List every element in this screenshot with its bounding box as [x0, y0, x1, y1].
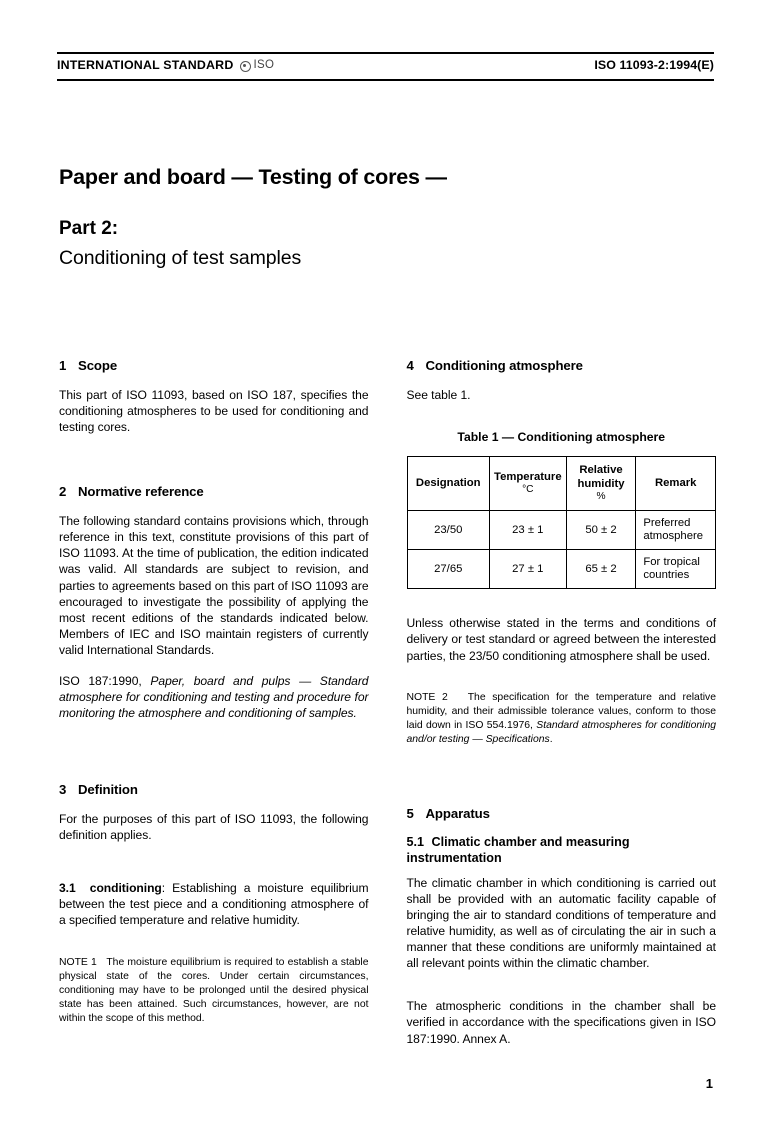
cell-remark: For tropical countries: [636, 550, 716, 589]
standard-type-label: INTERNATIONAL STANDARD: [57, 58, 234, 72]
section-heading-definition: [59, 782, 369, 797]
spacer: [59, 736, 369, 782]
definition-intro-paragraph: For the purposes of this part of ISO 11093, the following definition applies.: [59, 812, 369, 843]
column-header-designation: [407, 457, 490, 511]
note-2-text-first: The specification for the temperature and relative humidity, and their admissible tolerance values, conform to those laid down in ISO 554.1976,: [406, 691, 716, 731]
document-subtitle: Conditioning of test samples: [59, 247, 302, 269]
subsection-number-5-1: 5.1: [406, 835, 425, 850]
column-header-remark-label: Remark: [654, 476, 697, 489]
normative-reference-citation: [59, 673, 369, 721]
subsection-title-5-1: Climatic chamber and measuring instrumentation: [406, 835, 630, 865]
page-number: 1: [705, 1076, 713, 1091]
column-header-designation-label: Designation: [415, 476, 481, 489]
definition-term: conditioning: [89, 881, 162, 896]
climatic-chamber-paragraph-2: The atmospheric conditions in the chamber shall be verified in accordance with the specifications given in ISO 187:1990. Annex A.: [406, 999, 716, 1046]
spacer: [59, 450, 369, 484]
document-part-label: Part 2:: [59, 218, 119, 239]
section-number-5: 5: [406, 806, 414, 822]
cell-temperature: 27 ± 1: [490, 550, 567, 589]
column-header-remark: [636, 457, 716, 511]
column-header-temperature: [490, 457, 567, 511]
document-main-title: Paper and board — Testing of cores —: [59, 165, 447, 189]
section-heading-normative-reference: [59, 484, 369, 499]
iso-registered-circle-icon: [240, 61, 251, 72]
table-row: [407, 511, 716, 550]
table-header: [407, 457, 716, 511]
spacer: [59, 944, 369, 956]
column-header-relative-humidity-label: Relative humidity: [577, 464, 625, 490]
definition-number: 3.1: [59, 881, 76, 896]
spacer: [407, 986, 717, 998]
cell-temperature: 23 ± 1: [490, 511, 567, 550]
section-title-5: Apparatus: [425, 806, 490, 822]
note-2-label: NOTE 2: [406, 691, 448, 703]
section-heading-apparatus: [407, 806, 717, 821]
table-body: [407, 511, 716, 589]
section-number-2: 2: [59, 484, 67, 500]
section-title-2: Normative reference: [78, 484, 204, 500]
note-1-text: The moisture equilibrium is required to establish a stable physical state of the cores. Under certain circumstances, conditioning may have to be prolonged until the desired physical state has been attained. Such circumstances, however, are not within the scope of this method.: [59, 956, 369, 1025]
note-2-title-italic: Standard atmospheres for conditioning and/or testing — Specifications: [406, 719, 717, 746]
column-header-temperature-label: Temperature: [494, 470, 562, 483]
scope-paragraph: This part of ISO 11093, based on ISO 187, specifies the conditioning atmospheres to be used for conditioning and testing cores.: [59, 388, 369, 435]
spacer: [407, 760, 717, 806]
section-number-4: 4: [406, 358, 414, 373]
section-number-1: 1: [59, 358, 67, 373]
note-1: [59, 956, 369, 1027]
document-title-block: [59, 165, 659, 270]
spacer: [407, 679, 717, 691]
cell-humidity: 65 ± 2: [566, 550, 636, 589]
column-header-temperature-unit: °C: [522, 484, 534, 496]
note-1-label: NOTE 1: [59, 956, 97, 968]
normative-reference-paragraph: The following standard contains provisions which, through reference in this text, constitute provisions of this part of ISO 11093. At the time of publication, the edition indicated was valid. All standards are subject to revision, and parties to agreements based on this part of ISO 11093 are encouraged to investigate the possibility of applying the most recent editions of the standards indicated below. Members of IEC and ISO maintain registers of currently valid International Standards.: [59, 514, 369, 657]
section-title-4: Conditioning atmosphere: [425, 358, 583, 373]
body-columns: [59, 358, 716, 1047]
cell-designation: 23/50: [407, 511, 490, 550]
iso-organization-label: ISO: [253, 59, 275, 71]
definition-text: : Establishing a moisture equilibrium between the test piece and a conditioning atmosphere of a specified temperature and relative humidity.: [59, 881, 369, 928]
column-header-relative-humidity-unit: %: [596, 491, 606, 503]
cell-humidity: 50 ± 2: [566, 511, 636, 550]
section-number-3: 3: [59, 782, 67, 798]
definition-conditioning: [59, 880, 369, 928]
right-column: [407, 358, 717, 1047]
section-title-3: Definition: [78, 782, 138, 798]
standard-reference-number: ISO 11093-2:1994(E): [594, 58, 714, 72]
spacer: [59, 858, 369, 880]
citation-title-italic: Paper, board and pulps — Standard atmosphere for conditioning and testing and procedure for monitoring the atmosphere and conditioning of samples.: [59, 673, 369, 721]
subsection-heading-climatic-chamber: [407, 835, 717, 866]
left-column: [59, 358, 369, 1047]
section-heading-scope: [59, 358, 369, 373]
section-title-1: Scope: [78, 358, 118, 373]
spacer: [407, 418, 717, 430]
climatic-chamber-paragraph-1: The climatic chamber in which conditioning is carried out shall be provided with an automatic facility capable of bringing the air to standard conditions of temperature and relative humidity, as well as of circulating the air in such a manner that these conditions are uniformly maintained at all relevant points within the climatic chamber.: [406, 875, 716, 971]
column-header-relative-humidity: [566, 457, 636, 511]
table-row: [407, 550, 716, 589]
header-rule-bottom: [57, 79, 714, 81]
atmosphere-usage-paragraph: Unless otherwise stated in the terms and conditions of delivery or test standard or agreed between the interested parties, the 23/50 conditioning atmosphere shall be used.: [406, 616, 716, 663]
page-header: [57, 52, 714, 81]
table-header-row: [407, 457, 716, 511]
cell-remark: Preferred atmosphere: [636, 511, 716, 550]
header-left-group: [57, 58, 274, 72]
note-2-text-last: .: [549, 734, 553, 746]
cell-designation: 27/65: [407, 550, 490, 589]
citation-prefix: ISO 187:1990,: [59, 673, 151, 688]
table-1-caption: Table 1 — Conditioning atmosphere: [457, 430, 666, 445]
note-2: [407, 691, 717, 748]
section-heading-conditioning-atmosphere: [407, 358, 717, 373]
header-row: [57, 54, 714, 77]
conditioning-atmosphere-table: [407, 456, 717, 589]
see-table-reference: See table 1.: [406, 388, 471, 402]
table-1-block: [407, 430, 717, 589]
